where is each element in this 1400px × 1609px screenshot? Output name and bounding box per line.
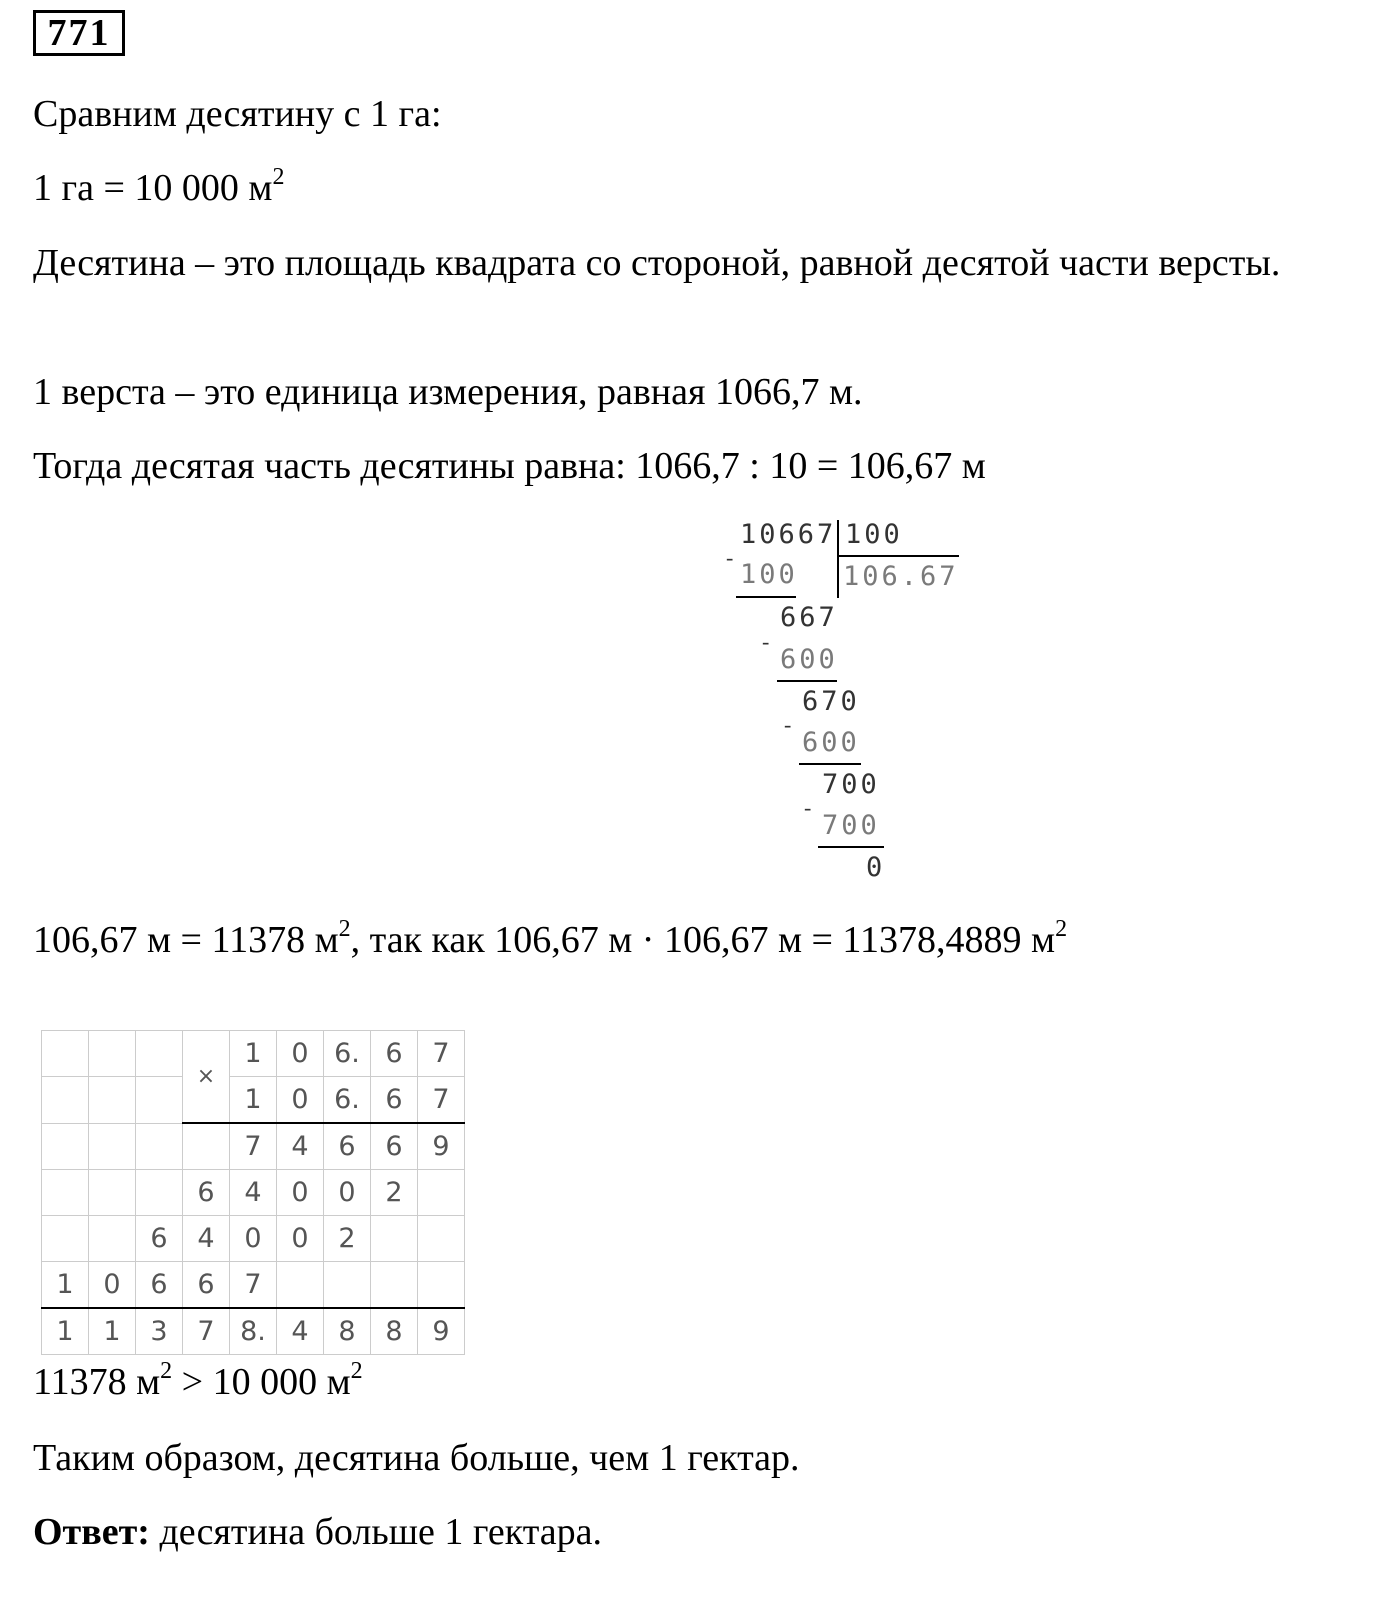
grid-cell bbox=[324, 1262, 371, 1309]
minus-sign: - bbox=[762, 629, 770, 654]
times-sign: × bbox=[183, 1031, 230, 1124]
division-remainder-final: 0 bbox=[866, 852, 886, 883]
grid-cell bbox=[183, 1123, 230, 1170]
grid-cell bbox=[136, 1031, 183, 1077]
intro-text: Сравним десятину с 1 га: bbox=[33, 93, 442, 135]
grid-cell bbox=[42, 1216, 89, 1262]
square-line-exponent-2: 2 bbox=[1055, 916, 1068, 942]
grid-cell: 0 bbox=[277, 1216, 324, 1262]
grid-cell: 3 bbox=[136, 1308, 183, 1355]
comparison-part2: > 10 000 м bbox=[172, 1361, 351, 1403]
grid-cell bbox=[136, 1077, 183, 1124]
multiplication-row bbox=[42, 1077, 465, 1124]
grid-cell: 7 bbox=[230, 1262, 277, 1309]
division-rule-2 bbox=[777, 680, 837, 682]
conclusion-text: Таким образом, десятина больше, чем 1 гектар. bbox=[33, 1437, 800, 1479]
grid-cell: 0 bbox=[89, 1262, 136, 1309]
division-remainder-3: 700 bbox=[822, 769, 880, 800]
answer-label: Ответ: bbox=[33, 1511, 150, 1553]
multiplication-row bbox=[42, 1170, 465, 1216]
division-subtract-4: 700 bbox=[822, 810, 880, 841]
grid-cell bbox=[277, 1262, 324, 1309]
grid-cell bbox=[136, 1123, 183, 1170]
multiplication-row bbox=[42, 1262, 465, 1309]
grid-cell: 4 bbox=[277, 1308, 324, 1355]
grid-cell bbox=[89, 1170, 136, 1216]
grid-cell: 6 bbox=[371, 1123, 418, 1170]
square-line-part1: 106,67 м = 11378 м bbox=[33, 919, 339, 961]
grid-cell: 4 bbox=[277, 1123, 324, 1170]
grid-cell bbox=[136, 1170, 183, 1216]
grid-cell: 6 bbox=[371, 1031, 418, 1077]
minus-sign: - bbox=[726, 545, 734, 570]
division-subtract-3: 600 bbox=[802, 727, 860, 758]
grid-cell: 1 bbox=[230, 1031, 277, 1077]
grid-cell: 0 bbox=[277, 1077, 324, 1124]
grid-cell: 9 bbox=[418, 1123, 465, 1170]
grid-cell: 8 bbox=[324, 1308, 371, 1355]
grid-cell bbox=[89, 1031, 136, 1077]
grid-cell: 6 bbox=[136, 1216, 183, 1262]
grid-cell: 0 bbox=[230, 1216, 277, 1262]
grid-cell: 1 bbox=[230, 1077, 277, 1124]
division-subtract-1: 100 bbox=[740, 559, 798, 590]
grid-cell bbox=[418, 1170, 465, 1216]
grid-cell: 6. bbox=[324, 1031, 371, 1077]
multiplication-row bbox=[42, 1216, 465, 1262]
square-line-part2: , так как 106,67 м · 106,67 м = 11378,4889 м bbox=[350, 919, 1056, 961]
division-subtract-2: 600 bbox=[780, 644, 838, 675]
comparison-exponent-2: 2 bbox=[350, 1358, 363, 1384]
grid-cell: 2 bbox=[324, 1216, 371, 1262]
versta-text: 1 верста – это единица измерения, равная 1066,7 м. bbox=[33, 371, 863, 413]
grid-cell bbox=[89, 1077, 136, 1124]
grid-cell: 2 bbox=[371, 1170, 418, 1216]
minus-sign: - bbox=[804, 795, 812, 820]
grid-cell: 8 bbox=[371, 1308, 418, 1355]
grid-cell bbox=[418, 1216, 465, 1262]
comparison-exponent-1: 2 bbox=[160, 1358, 173, 1384]
grid-cell: 0 bbox=[277, 1170, 324, 1216]
grid-cell: 1 bbox=[89, 1308, 136, 1355]
grid-cell bbox=[89, 1123, 136, 1170]
grid-cell: 6 bbox=[183, 1170, 230, 1216]
grid-cell: 6 bbox=[371, 1077, 418, 1124]
grid-cell: 6. bbox=[324, 1077, 371, 1124]
grid-cell: 7 bbox=[230, 1123, 277, 1170]
grid-cell bbox=[371, 1216, 418, 1262]
grid-cell: 1 bbox=[42, 1308, 89, 1355]
multiplication-row bbox=[42, 1031, 465, 1077]
grid-cell bbox=[42, 1031, 89, 1077]
grid-cell: 0 bbox=[277, 1031, 324, 1077]
division-dividend: 10667 bbox=[740, 519, 837, 550]
grid-cell bbox=[42, 1077, 89, 1124]
grid-cell: 4 bbox=[183, 1216, 230, 1262]
definition-paragraph: Десятина – это площадь квадрата со стороной, равной десятой части версты. bbox=[33, 242, 1281, 284]
division-divisor: 100 bbox=[845, 519, 903, 550]
grid-cell: 6 bbox=[136, 1262, 183, 1309]
grid-cell: 7 bbox=[183, 1308, 230, 1355]
grid-cell bbox=[42, 1123, 89, 1170]
hectare-equation bbox=[33, 166, 284, 210]
hectare-equation-exponent: 2 bbox=[272, 164, 285, 190]
grid-cell bbox=[42, 1170, 89, 1216]
comparison-line bbox=[33, 1360, 363, 1404]
hectare-equation-text: 1 га = 10 000 м bbox=[33, 167, 273, 209]
grid-cell bbox=[371, 1262, 418, 1309]
multiplication-result-row bbox=[42, 1308, 465, 1355]
grid-cell: 9 bbox=[418, 1308, 465, 1355]
grid-cell: 7 bbox=[418, 1031, 465, 1077]
grid-cell: 4 bbox=[230, 1170, 277, 1216]
division-bracket-vertical bbox=[837, 520, 839, 598]
division-remainder-1: 667 bbox=[780, 602, 838, 633]
multiplication-row bbox=[42, 1123, 465, 1170]
grid-cell: 1 bbox=[42, 1262, 89, 1309]
grid-cell: 0 bbox=[324, 1170, 371, 1216]
grid-cell bbox=[418, 1262, 465, 1309]
division-rule-4 bbox=[818, 846, 884, 848]
multiplication-grid bbox=[41, 1030, 465, 1355]
tenth-text: Тогда десятая часть десятины равна: 1066,7 : 10 = 106,67 м bbox=[33, 445, 986, 487]
comparison-part1: 11378 м bbox=[33, 1361, 161, 1403]
square-line bbox=[33, 918, 1067, 962]
division-rule-3 bbox=[799, 763, 861, 765]
division-quotient: 106.67 bbox=[843, 561, 959, 592]
division-bracket-horizontal bbox=[837, 555, 959, 557]
answer-text: десятина больше 1 гектара. bbox=[149, 1511, 603, 1553]
division-rule-1 bbox=[736, 596, 796, 598]
minus-sign: - bbox=[784, 712, 792, 737]
grid-cell: 8. bbox=[230, 1308, 277, 1355]
grid-cell: 6 bbox=[183, 1262, 230, 1309]
problem-number: 771 bbox=[33, 10, 125, 56]
grid-cell: 6 bbox=[324, 1123, 371, 1170]
answer-line bbox=[33, 1510, 602, 1554]
grid-cell: 7 bbox=[418, 1077, 465, 1124]
square-line-exponent-1: 2 bbox=[338, 916, 351, 942]
grid-cell bbox=[89, 1216, 136, 1262]
division-remainder-2: 670 bbox=[802, 686, 860, 717]
